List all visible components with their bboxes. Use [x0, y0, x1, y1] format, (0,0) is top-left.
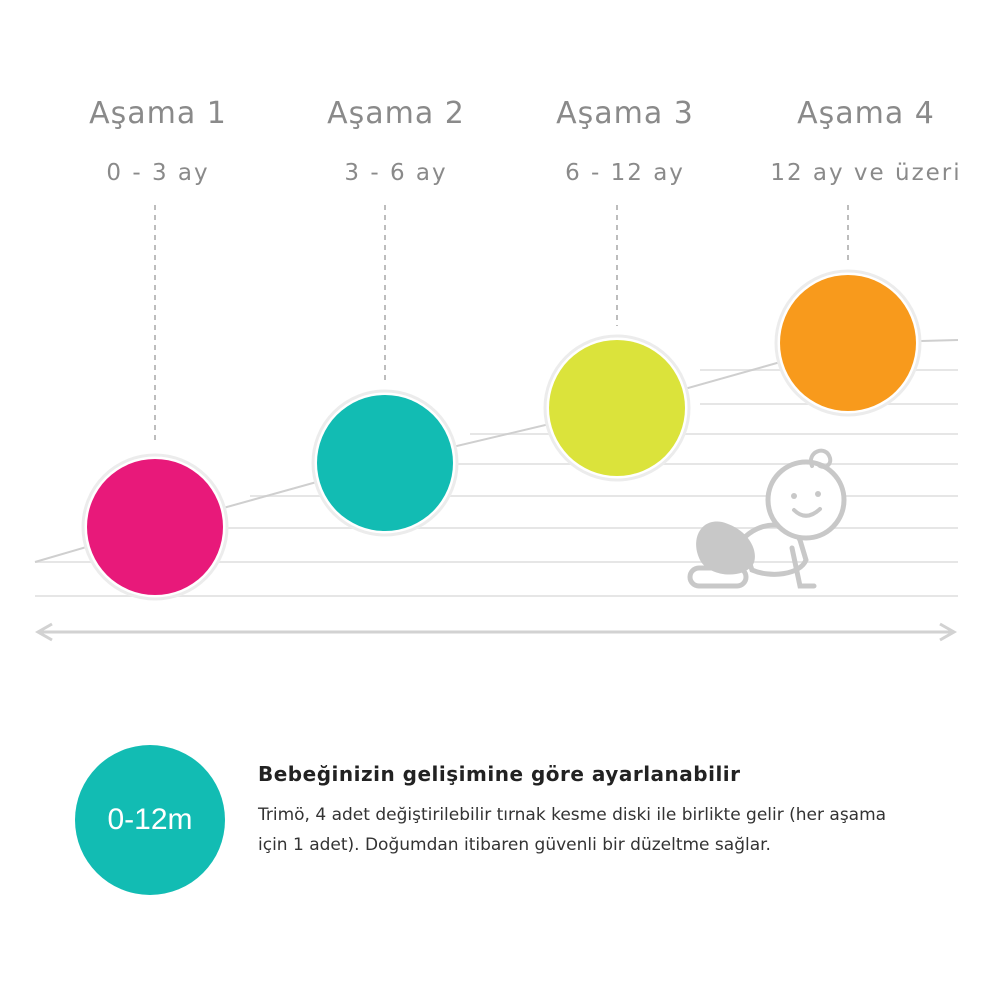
- stage-4-circle: [780, 275, 916, 411]
- stage-1-title: Aşama 1: [89, 96, 227, 131]
- stage-4-title: Aşama 4: [797, 96, 935, 131]
- age-range-badge-label: 0-12m: [107, 803, 193, 836]
- stage-3-range: 6 - 12 ay: [565, 160, 685, 186]
- stage-4-range: 12 ay ve üzeri: [770, 160, 962, 186]
- stage-3-circle: [549, 340, 685, 476]
- info-description: Trimö, 4 adet değiştirilebilir tırnak kesme diski ile birlikte gelir (her aşama için 1 adet). Doğumdan itibaren güvenli bir düzeltme sağlar.: [258, 805, 887, 855]
- age-range-badge: [75, 745, 225, 895]
- stage-3-title: Aşama 3: [556, 96, 694, 131]
- info-title: Bebeğinizin gelişimine göre ayarlanabilir: [258, 762, 741, 786]
- stage-2-range: 3 - 6 ay: [344, 160, 448, 186]
- stage-connectors: [155, 205, 848, 445]
- double-arrow-icon: [38, 624, 954, 640]
- stage-2-title: Aşama 2: [327, 96, 465, 131]
- crawling-baby-icon: [690, 451, 844, 586]
- stage-1-range: 0 - 3 ay: [106, 160, 210, 186]
- stage-1-circle: [87, 459, 223, 595]
- stage-2-circle: [317, 395, 453, 531]
